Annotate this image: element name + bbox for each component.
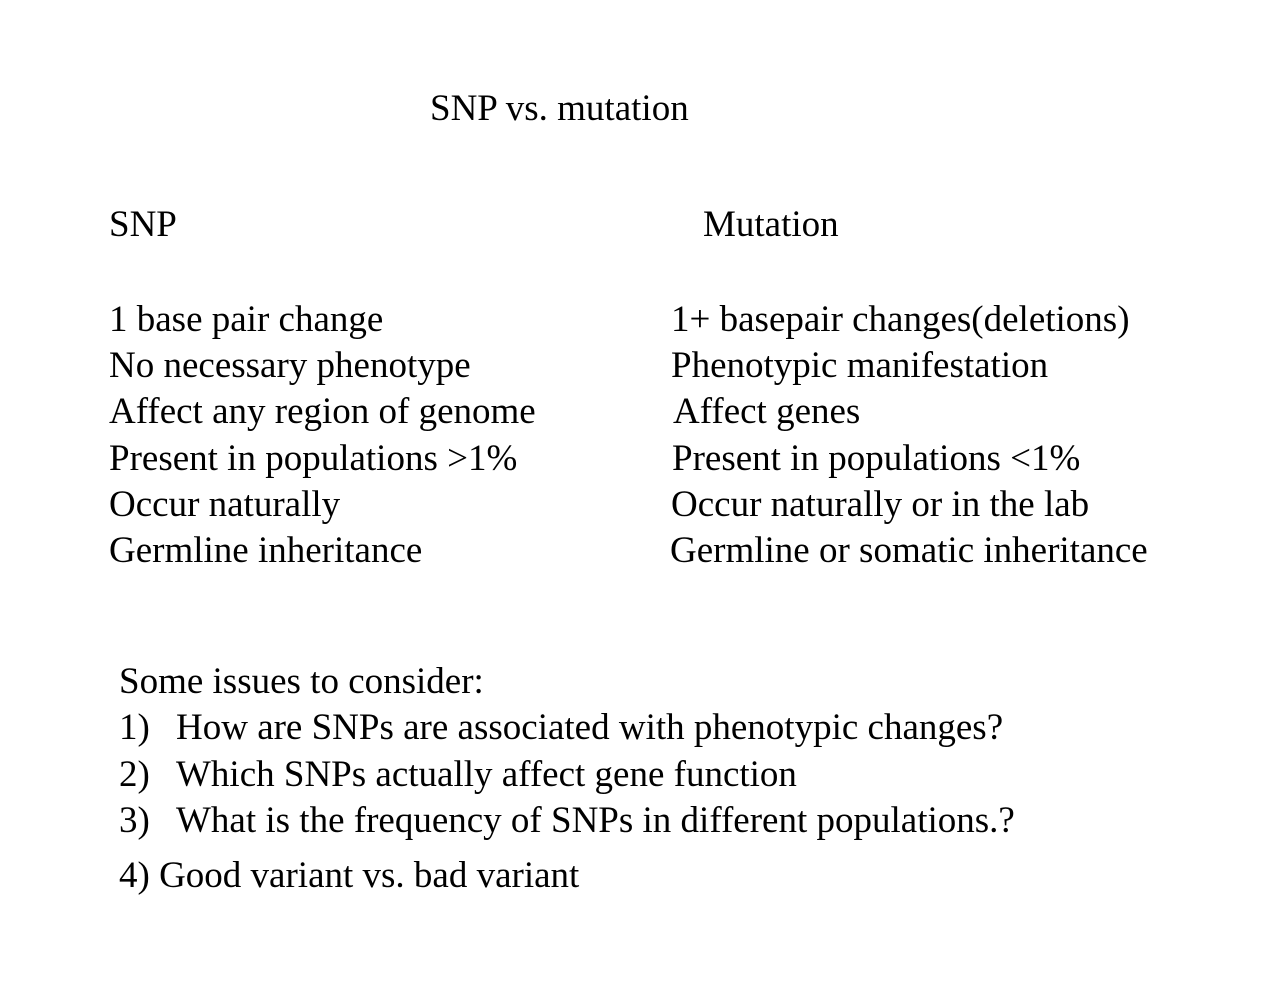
mutation-row: Affect genes xyxy=(673,391,861,432)
slide-title: SNP vs. mutation xyxy=(430,88,689,129)
issue-text: How are SNPs are associated with phenotypic changes? xyxy=(176,707,1004,748)
issue-text: Good variant vs. bad variant xyxy=(159,855,580,896)
snp-row: Affect any region of genome xyxy=(109,391,536,432)
issue-text: What is the frequency of SNPs in different populations.? xyxy=(176,800,1015,841)
snp-row: 1 base pair change xyxy=(109,299,384,340)
snp-column-header: SNP xyxy=(109,204,177,245)
issue-text: Which SNPs actually affect gene function xyxy=(176,754,797,795)
issues-heading: Some issues to consider: xyxy=(119,661,484,702)
snp-row: Occur naturally xyxy=(109,484,341,525)
issue-item xyxy=(119,709,1003,746)
issue-number: 1) xyxy=(119,707,150,748)
snp-row: Germline inheritance xyxy=(109,530,423,571)
issue-item xyxy=(119,802,1015,839)
mutation-row: Occur naturally or in the lab xyxy=(671,484,1090,525)
issue-number: 3) xyxy=(119,800,150,841)
mutation-row: Germline or somatic inheritance xyxy=(670,530,1148,571)
mutation-row: Present in populations <1% xyxy=(672,438,1081,479)
issue-number: 2) xyxy=(119,754,150,795)
mutation-row: 1+ basepair changes(deletions) xyxy=(671,299,1130,340)
snp-row: No necessary phenotype xyxy=(109,345,471,386)
mutation-row: Phenotypic manifestation xyxy=(671,345,1049,386)
issue-number: 4) xyxy=(119,855,150,896)
issue-item xyxy=(119,857,579,894)
snp-row: Present in populations >1% xyxy=(109,438,518,479)
mutation-column-header: Mutation xyxy=(703,204,839,245)
issue-item xyxy=(119,756,797,793)
